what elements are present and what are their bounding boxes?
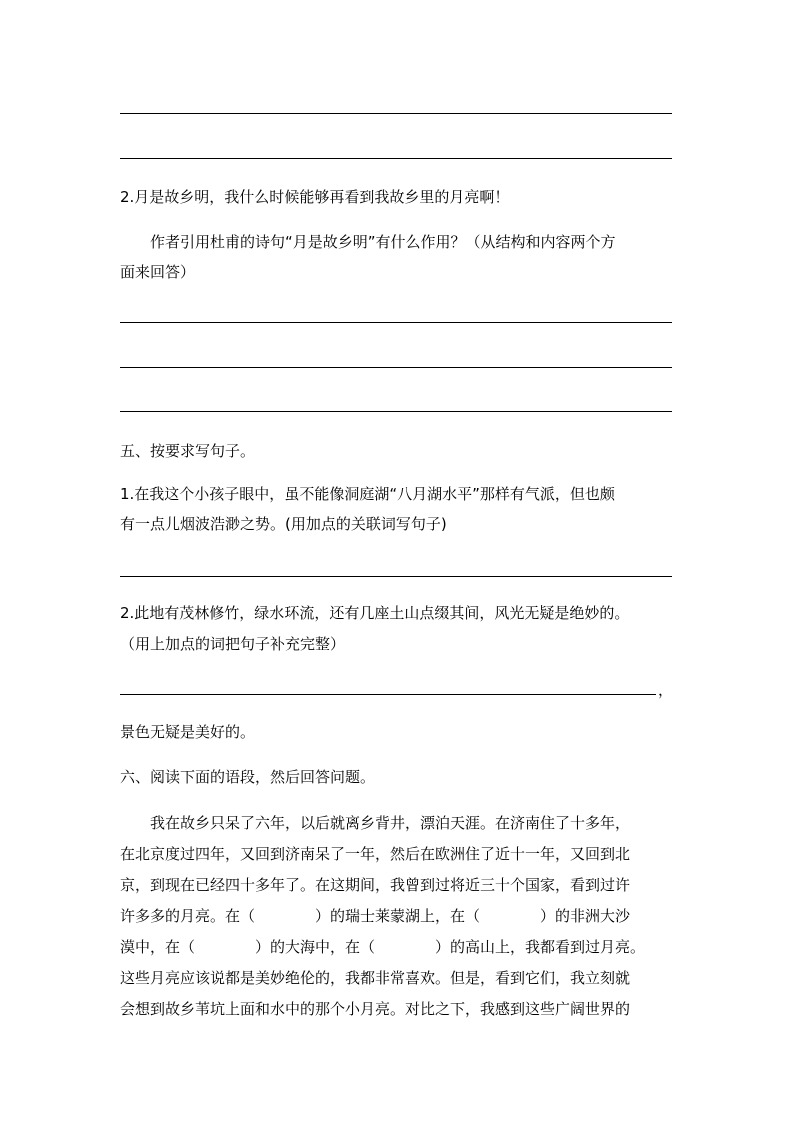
section-5-q2-tail: 景色无疑是美好的。 bbox=[120, 723, 256, 741]
answer-line-5[interactable] bbox=[120, 411, 672, 412]
passage-line-1: 我在故乡只呆了六年，以后就离乡背井，漂泊天涯。在济南住了十多年， bbox=[150, 814, 631, 832]
answer-line-2[interactable] bbox=[120, 158, 672, 159]
passage-line-4: 许多多的月亮。在（ ）的瑞士莱蒙湖上，在（ ）的非洲大沙 bbox=[120, 907, 631, 925]
section-5-heading: 五、按要求写句子。 bbox=[120, 442, 256, 460]
blank-comma: ， bbox=[658, 681, 674, 699]
fill-in-blank-line[interactable] bbox=[120, 694, 656, 695]
answer-line-6[interactable] bbox=[120, 576, 672, 577]
answer-line-4[interactable] bbox=[120, 367, 672, 368]
question-2-prompt-line-2: 面来回答） bbox=[120, 263, 196, 281]
answer-line-3[interactable] bbox=[120, 322, 672, 323]
question-2-text: 2.月是故乡明，我什么时候能够再看到我故乡里的月亮啊！ bbox=[120, 188, 510, 206]
answer-line-1[interactable] bbox=[120, 113, 672, 114]
passage-line-3: 京，到现在已经四十多年了。在这期间，我曾到过将近三十个国家，看到过许 bbox=[120, 876, 631, 894]
passage-line-5: 漠中，在（ ）的大海中，在（ ）的高山上，我都看到过月亮。 bbox=[120, 938, 646, 956]
passage-line-6: 这些月亮应该说都是美妙绝伦的，我都非常喜欢。但是，看到它们，我立刻就 bbox=[120, 969, 631, 987]
section-5-q1-line-1: 1.在我这个小孩子眼中，虽不能像洞庭湖“八月湖水平”那样有气派，但也颇 bbox=[120, 485, 615, 503]
section-6-heading: 六、阅读下面的语段，然后回答问题。 bbox=[120, 768, 376, 786]
passage-line-7: 会想到故乡苇坑上面和水中的那个小月亮。对比之下，我感到这些广阔世界的 bbox=[120, 1000, 631, 1018]
section-5-q1-line-2: 有一点儿烟波浩渺之势。(用加点的关联词写句子) bbox=[120, 515, 447, 533]
passage-line-2: 在北京度过四年，又回到济南呆了一年，然后在欧洲住了近十一年，又回到北 bbox=[120, 845, 631, 863]
section-5-q2-line-2: （用上加点的词把句子补充完整） bbox=[120, 635, 346, 653]
question-2-prompt-line-1: 作者引用杜甫的诗句“月是故乡明”有什么作用？（从结构和内容两个方 bbox=[150, 233, 616, 251]
section-5-q2-line-1: 2.此地有茂林修竹，绿水环流，还有几座土山点缀其间，风光无疑是绝妙的。 bbox=[120, 604, 630, 622]
